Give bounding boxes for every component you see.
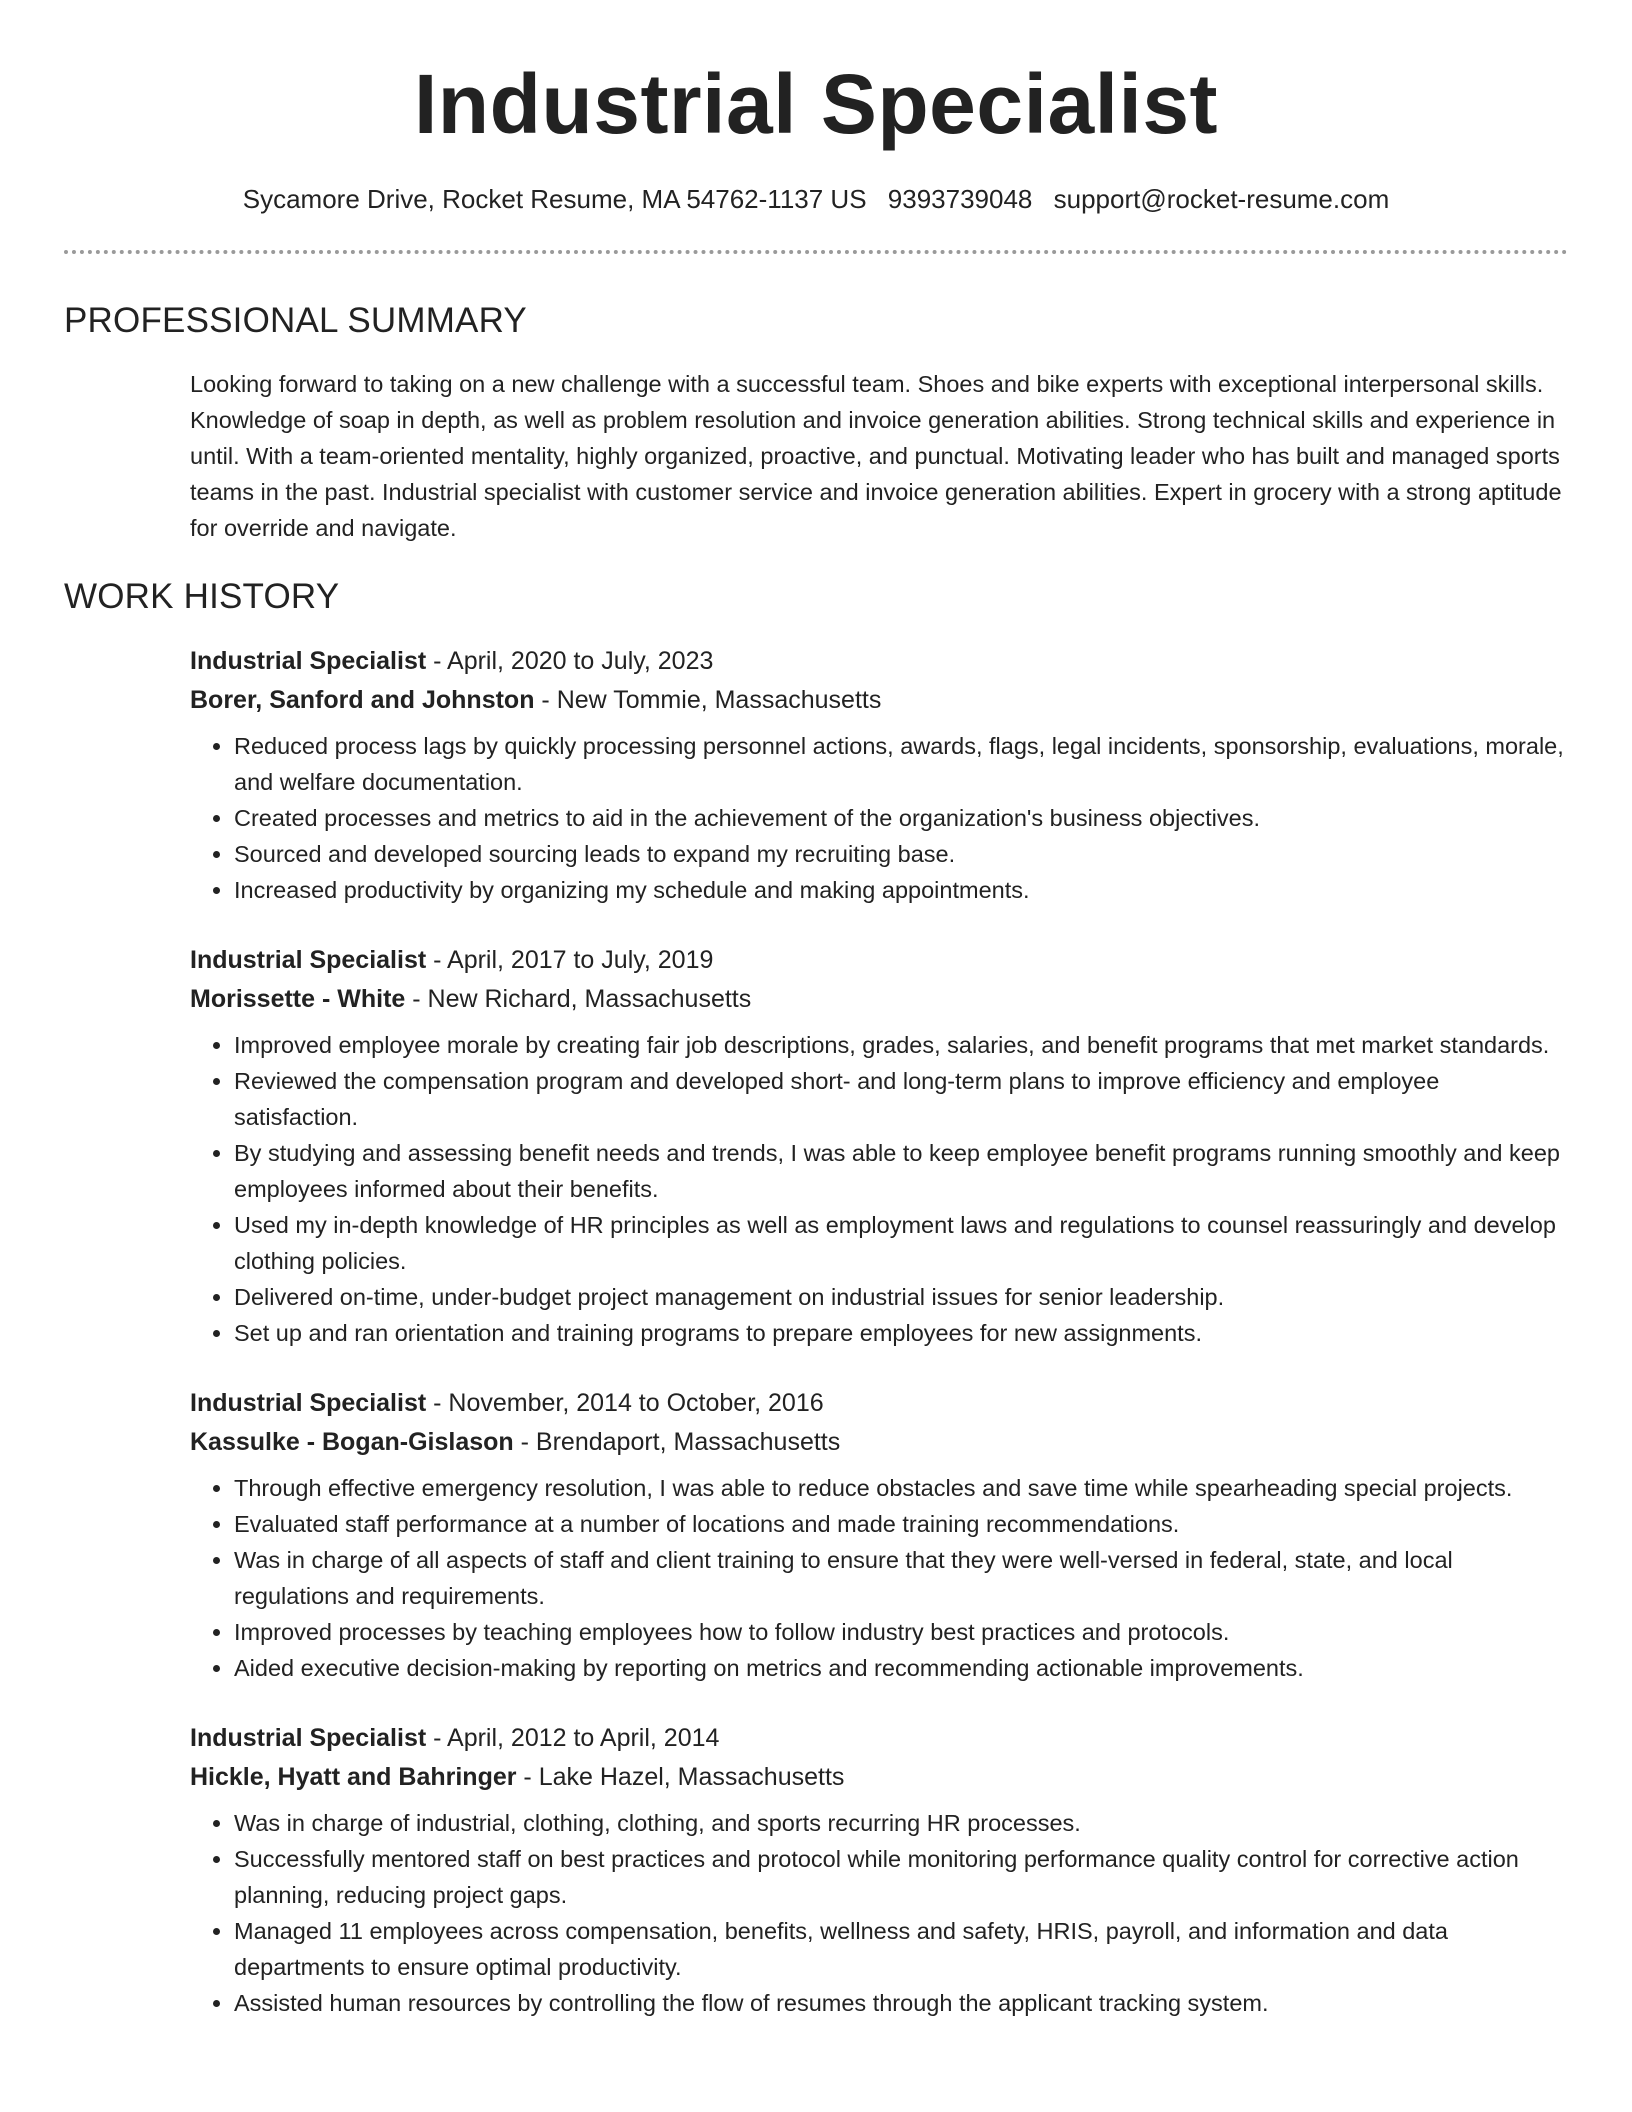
duty-item: • Increased productivity by organizing my schedule and making appointments. xyxy=(234,872,1568,908)
duty-item: • Successfully mentored staff on best practices and protocol while monitoring performance quality control for corrective action planning, reducing project gaps. xyxy=(234,1841,1568,1913)
job-entry xyxy=(190,642,1568,908)
job-company-line xyxy=(190,1758,1568,1797)
resume-content xyxy=(64,296,1568,2021)
duty-item: • Managed 11 employees across compensation, benefits, wellness and safety, HRIS, payroll, and information and data departments to ensure optimal productivity. xyxy=(234,1913,1568,1985)
job-company: Morissette - White xyxy=(190,985,406,1013)
job-dates: - April, 2017 to July, 2019 xyxy=(426,946,714,974)
job-location: - New Richard, Massachusetts xyxy=(405,985,752,1013)
job-title-line xyxy=(190,1719,1568,1758)
job-duties xyxy=(190,1470,1568,1686)
header-divider xyxy=(64,250,1568,254)
duty-item: • Improved processes by teaching employees how to follow industry best practices and protocols. xyxy=(234,1614,1568,1650)
duty-item: • Reduced process lags by quickly processing personnel actions, awards, flags, legal incidents, sponsorship, evaluations, morale, and welfare documentation. xyxy=(234,728,1568,800)
summary-heading: PROFESSIONAL SUMMARY xyxy=(64,301,527,340)
job-location: - Brendaport, Massachusetts xyxy=(513,1428,841,1456)
work-history-heading: WORK HISTORY xyxy=(64,577,340,616)
job-title: Industrial Specialist xyxy=(190,946,427,974)
job-title-line xyxy=(190,941,1568,980)
duty-item: • Aided executive decision-making by reporting on metrics and recommending actionable improvements. xyxy=(234,1650,1568,1686)
duty-item: • Delivered on-time, under-budget project management on industrial issues for senior leadership. xyxy=(234,1279,1568,1315)
summary-text: Looking forward to taking on a new challenge with a successful team. Shoes and bike experts with exceptional interpersonal skills. Knowledge of soap in depth, as well as problem resolution and invoice generation abilities. Strong technical skills and experience in until. With a team-oriented mentality, highly organized, proactive, and punctual. Motivating leader who has built and managed sports teams in the past. Industrial specialist with customer service and invoice generation abilities. Expert in grocery with a strong aptitude for override and navigate. xyxy=(190,371,1562,541)
job-duties xyxy=(190,1027,1568,1351)
duty-item: • Was in charge of industrial, clothing, clothing, and sports recurring HR processes. xyxy=(234,1805,1568,1841)
job-dates: - April, 2020 to July, 2023 xyxy=(426,647,714,675)
job-duties xyxy=(190,728,1568,908)
job-company-line xyxy=(190,1423,1568,1462)
job-company-line xyxy=(190,681,1568,720)
job-entry xyxy=(190,1719,1568,2021)
duty-item: • By studying and assessing benefit needs and trends, I was able to keep employee benefit programs running smoothly and keep employees informed about their benefits. xyxy=(234,1135,1568,1207)
job-entry xyxy=(190,1384,1568,1686)
duty-item: • Evaluated staff performance at a number of locations and made training recommendations. xyxy=(234,1506,1568,1542)
contact-address: Sycamore Drive, Rocket Resume, MA 54762-1137 US xyxy=(242,184,867,214)
job-title: Industrial Specialist xyxy=(190,1389,427,1417)
duty-item: • Was in charge of all aspects of staff and client training to ensure that they were well-versed in federal, state, and local regulations and requirements. xyxy=(234,1542,1568,1614)
job-company: Kassulke - Bogan-Gislason xyxy=(190,1428,514,1456)
job-company-line xyxy=(190,980,1568,1019)
duty-item: • Reviewed the compensation program and developed short- and long-term plans to improve efficiency and employee satisfaction. xyxy=(234,1063,1568,1135)
duty-item: • Set up and ran orientation and training programs to prepare employees for new assignments. xyxy=(234,1315,1568,1351)
job-title: Industrial Specialist xyxy=(190,647,427,675)
job-entry xyxy=(190,941,1568,1351)
contact-email: support@rocket-resume.com xyxy=(1053,184,1390,214)
duty-item: • Assisted human resources by controlling the flow of resumes through the applicant tracking system. xyxy=(234,1985,1568,2021)
duty-item: • Sourced and developed sourcing leads to expand my recruiting base. xyxy=(234,836,1568,872)
contact-phone: 9393739048 xyxy=(887,184,1033,214)
job-company: Hickle, Hyatt and Bahringer xyxy=(190,1763,517,1791)
job-location: - Lake Hazel, Massachusetts xyxy=(516,1763,845,1791)
job-dates: - April, 2012 to April, 2014 xyxy=(426,1724,720,1752)
job-dates: - November, 2014 to October, 2016 xyxy=(426,1389,824,1417)
duty-item: • Improved employee morale by creating fair job descriptions, grades, salaries, and benefit programs that met market standards. xyxy=(234,1027,1568,1063)
job-location: - New Tommie, Massachusetts xyxy=(534,686,882,714)
job-duties xyxy=(190,1805,1568,2021)
resume-name: Industrial Specialist xyxy=(413,57,1219,151)
duty-item: • Used my in-depth knowledge of HR principles as well as employment laws and regulations to counsel reassuringly and develop clothing policies. xyxy=(234,1207,1568,1279)
job-title: Industrial Specialist xyxy=(190,1724,427,1752)
duty-item: • Created processes and metrics to aid in the achievement of the organization's business objectives. xyxy=(234,800,1568,836)
contact-line xyxy=(0,182,1632,216)
job-title-line xyxy=(190,642,1568,681)
job-title-line xyxy=(190,1384,1568,1423)
duty-item: • Through effective emergency resolution, I was able to reduce obstacles and save time while spearheading special projects. xyxy=(234,1470,1568,1506)
job-company: Borer, Sanford and Johnston xyxy=(190,686,535,714)
